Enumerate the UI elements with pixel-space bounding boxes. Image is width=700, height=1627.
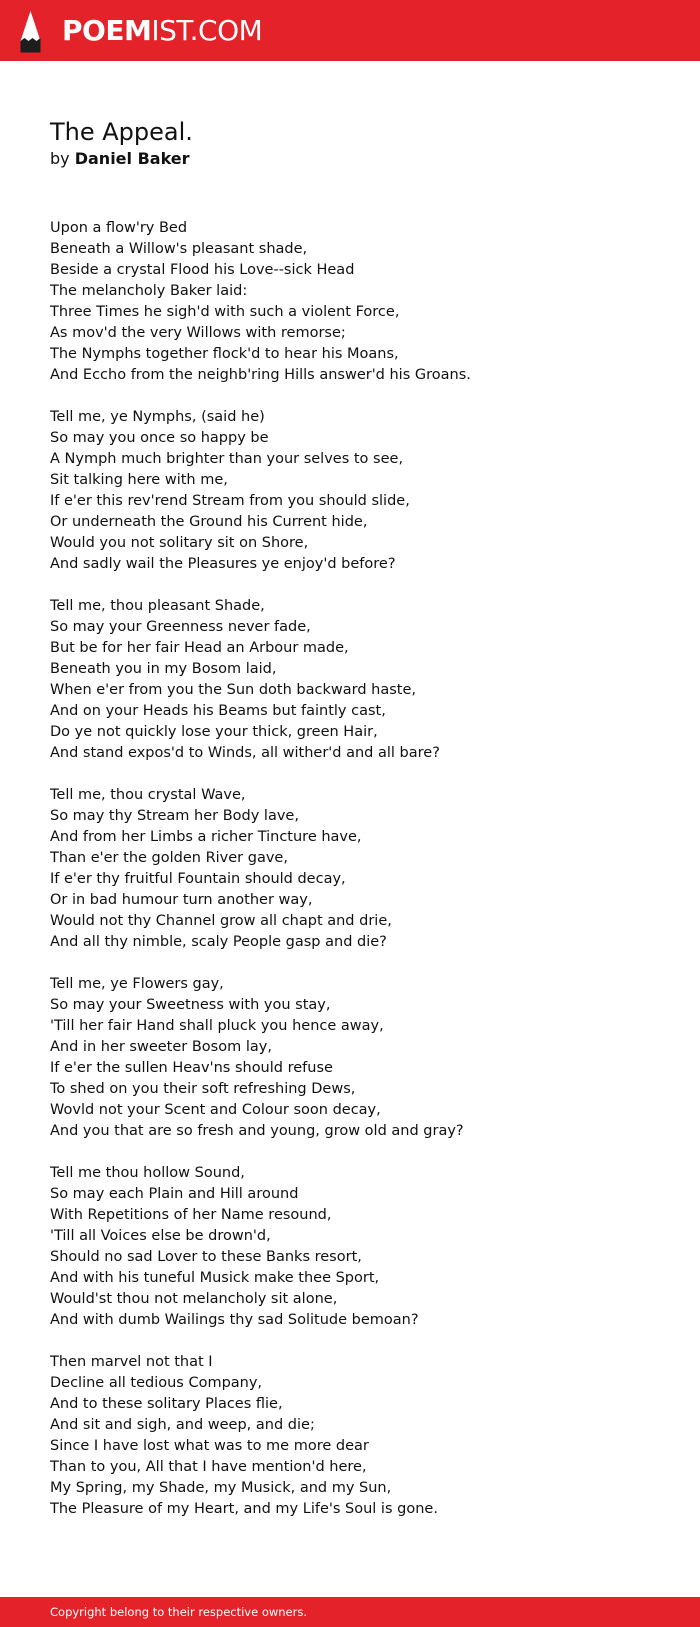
poem-line: As mov'd the very Willows with remorse; <box>50 325 346 341</box>
poem-line: Than e'er the golden River gave, <box>50 850 288 866</box>
poem-line: Decline all tedious Company, <box>50 1375 263 1391</box>
poem-line: Do ye not quickly lose your thick, green Hair, <box>50 724 378 740</box>
poem-line: So may you once so happy be <box>50 430 269 446</box>
poem-line: Tell me, ye Nymphs, (said he) <box>50 409 265 425</box>
poem-line: Would you not solitary sit on Shore, <box>50 535 309 551</box>
poem-line: So may thy Stream her Body lave, <box>50 808 299 824</box>
poem-stanza <box>50 974 670 1142</box>
poem-line: Tell me thou hollow Sound, <box>50 1165 245 1181</box>
poem-line: 'Till her fair Hand shall pluck you hence away, <box>50 1018 384 1034</box>
site-footer <box>0 1597 700 1627</box>
poem-line: 'Till all Voices else be drown'd, <box>50 1228 271 1244</box>
poem-line: My Spring, my Shade, my Musick, and my Sun, <box>50 1480 392 1496</box>
poem-line: To shed on you their soft refreshing Dews, <box>50 1081 356 1097</box>
poem-line: And on your Heads his Beams but faintly cast, <box>50 703 386 719</box>
poem-stanza <box>50 1163 670 1331</box>
poem-line: If e'er the sullen Heav'ns should refuse <box>50 1060 333 1076</box>
poem-line: So may each Plain and Hill around <box>50 1186 299 1202</box>
poem-stanza <box>50 1352 670 1520</box>
poem-line: Upon a flow'ry Bed <box>50 220 188 236</box>
poem-line: Should no sad Lover to these Banks resort, <box>50 1249 362 1265</box>
poem-line: But be for her fair Head an Arbour made, <box>50 640 349 656</box>
poem-line: A Nymph much brighter than your selves to see, <box>50 451 404 467</box>
site-header <box>0 0 700 61</box>
poem-line: And stand expos'd to Winds, all wither'd and all bare? <box>50 745 440 761</box>
poem-line: And Eccho from the neighb'ring Hills answer'd his Groans. <box>50 367 471 383</box>
poem-body <box>50 218 670 1541</box>
pencil-tip-icon <box>18 10 43 53</box>
poem-line: Wovld not your Scent and Colour soon decay, <box>50 1102 381 1118</box>
poem-title: The Appeal. <box>50 118 193 146</box>
poem-line: If e'er this rev'rend Stream from you should slide, <box>50 493 410 509</box>
poem-line: Or in bad humour turn another way, <box>50 892 313 908</box>
site-wordmark-bold: POEM <box>62 14 152 47</box>
poem-line: Sit talking here with me, <box>50 472 228 488</box>
poem-line: And all thy nimble, scaly People gasp and die? <box>50 934 387 950</box>
poem-line: Than to you, All that I have mention'd here, <box>50 1459 367 1475</box>
poem-line: And you that are so fresh and young, grow old and gray? <box>50 1123 464 1139</box>
poem-stanza <box>50 218 670 386</box>
poem-line: And in her sweeter Bosom lay, <box>50 1039 272 1055</box>
poem-line: Beside a crystal Flood his Love--sick Head <box>50 262 355 278</box>
poem-line: Would'st thou not melancholy sit alone, <box>50 1291 338 1307</box>
poem-line: Or underneath the Ground his Current hide, <box>50 514 368 530</box>
poem-line: Would not thy Channel grow all chapt and drie, <box>50 913 392 929</box>
poem-line: And with dumb Wailings thy sad Solitude bemoan? <box>50 1312 419 1328</box>
poem-stanza <box>50 407 670 575</box>
poem-line: And with his tuneful Musick make thee Sport, <box>50 1270 380 1286</box>
copyright-text: Copyright belong to their respective owners. <box>50 1605 308 1619</box>
site-logo-link[interactable] <box>18 9 262 53</box>
poem-line: Then marvel not that I <box>50 1354 213 1370</box>
site-wordmark-light: IST.COM <box>151 14 263 47</box>
poem-line: If e'er thy fruitful Fountain should decay, <box>50 871 346 887</box>
poem-line: And to these solitary Places flie, <box>50 1396 283 1412</box>
poem-line: Three Times he sigh'd with such a violent Force, <box>50 304 400 320</box>
poem-stanza <box>50 596 670 764</box>
poem-line: With Repetitions of her Name resound, <box>50 1207 332 1223</box>
site-wordmark <box>62 14 263 47</box>
poem-line: Beneath a Willow's pleasant shade, <box>50 241 308 257</box>
poem-line: Since I have lost what was to me more dear <box>50 1438 369 1454</box>
poem-line: So may your Greenness never fade, <box>50 619 311 635</box>
poem-line: When e'er from you the Sun doth backward haste, <box>50 682 416 698</box>
poem-line: And sadly wail the Pleasures ye enjoy'd before? <box>50 556 396 572</box>
poem-line: And from her Limbs a richer Tincture have, <box>50 829 362 845</box>
poem-line: So may your Sweetness with you stay, <box>50 997 331 1013</box>
poem-line: Tell me, thou pleasant Shade, <box>50 598 265 614</box>
poem-line: Tell me, ye Flowers gay, <box>50 976 224 992</box>
byline-label: by <box>50 149 70 168</box>
poem-line: And sit and sigh, and weep, and die; <box>50 1417 315 1433</box>
author-link[interactable]: Daniel Baker <box>74 149 190 168</box>
poem-line: Beneath you in my Bosom laid, <box>50 661 277 677</box>
poem-line: The Pleasure of my Heart, and my Life's Soul is gone. <box>50 1501 438 1517</box>
poem-line: The Nymphs together flock'd to hear his Moans, <box>50 346 399 362</box>
poem-line: Tell me, thou crystal Wave, <box>50 787 246 803</box>
poem-byline <box>50 148 190 170</box>
poem-stanza <box>50 785 670 953</box>
poem-line: The melancholy Baker laid: <box>50 283 248 299</box>
